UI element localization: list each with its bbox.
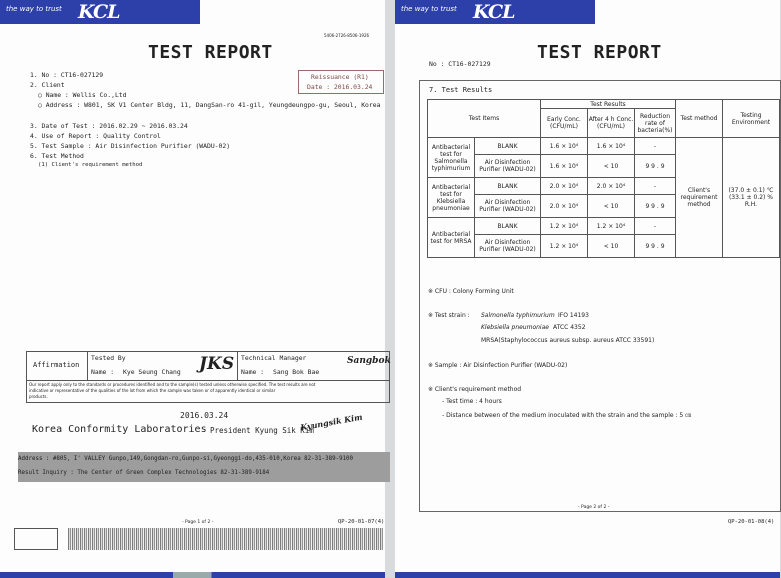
affirmation-box — [26, 351, 390, 403]
header-test-items: Test Items — [428, 100, 541, 138]
document-code: 5406-2726-8506-1926 — [324, 33, 370, 38]
reduction-cell: 9 9 . 9 — [635, 195, 676, 218]
test-sample: 5. Test Sample : Air Disinfection Purifier (WADU-02) — [30, 142, 231, 150]
strain-2-code: ATCC 4352 — [553, 324, 586, 331]
after-cell: 2.0 × 10⁴ — [588, 178, 635, 195]
bottom-strip — [395, 572, 780, 578]
disclaimer-line-1: Our report apply only to the standards or procedures identified and to the sample(s) tested unless otherwise specified. The test results are not — [29, 382, 316, 387]
technical-manager-label: Technical Manager — [241, 354, 307, 362]
reduction-cell: - — [635, 218, 676, 235]
after-cell: 1.6 × 10⁴ — [588, 138, 635, 155]
report-number: 1. No : CT16-027129 — [30, 71, 104, 79]
strain-2-name: Klebsiella pneumoniae — [481, 324, 549, 331]
group-label: Antibacterial test for Salmonella typhimurium — [428, 138, 475, 178]
reduction-cell: - — [635, 138, 676, 155]
reissuance-box — [298, 70, 384, 94]
form-code: QP-20-01-07(4) — [338, 519, 385, 525]
header-after-conc: After 4 h Conc. (CFU/mL) — [588, 109, 635, 138]
method-cell: Client's requirement method — [676, 138, 723, 258]
header-test-method: Test method — [676, 100, 723, 138]
distance-note: - Distance between of the medium inoculated with the strain and the sample : 5 ㎝ — [442, 412, 692, 419]
test-method-heading: 6. Test Method — [30, 152, 84, 160]
reissuance-label: Reissuance (R1) — [311, 73, 369, 81]
manager-name-label: Name : — [241, 368, 265, 376]
page-number: - Page 1 of 2 - — [182, 520, 214, 525]
method-note: ※ Client's requirement method — [428, 386, 522, 393]
tester-name: Kye Seung Chang — [123, 368, 181, 376]
item-cell: BLANK — [475, 138, 541, 155]
form-code: QP-20-01-08(4) — [728, 519, 775, 525]
header-testing-environment: Testing Environment — [723, 100, 780, 138]
kcl-banner — [0, 0, 200, 24]
page-number: - Page 2 of 2 - — [578, 505, 610, 510]
section-heading: 7. Test Results — [429, 86, 493, 94]
after-cell: < 10 — [588, 155, 635, 178]
early-cell: 1.2 × 10⁴ — [541, 218, 588, 235]
page-title: TEST REPORT — [537, 42, 662, 63]
disclaimer-line-3: products. — [29, 394, 48, 399]
after-cell: < 10 — [588, 195, 635, 218]
stamp-box — [14, 528, 58, 550]
kcl-logo: KCL — [473, 1, 515, 23]
affirmation-cell — [27, 352, 88, 380]
after-cell: < 10 — [588, 235, 635, 258]
item-cell: Air Disinfection Purifier (WADU-02) — [475, 155, 541, 178]
early-cell: 1.6 × 10⁴ — [541, 155, 588, 178]
group-label: Antibacterial test for MRSA — [428, 218, 475, 258]
results-table — [427, 99, 780, 258]
banner-tagline: the way to trust — [401, 5, 457, 13]
strain-3: MRSA(Staphylococcus aureus subsp. aureus ATCC 33591) — [481, 337, 655, 344]
early-cell: 2.0 × 10⁴ — [541, 195, 588, 218]
report-number: No : CT16-027129 — [429, 60, 491, 68]
item-cell: Air Disinfection Purifier (WADU-02) — [475, 195, 541, 218]
affirmation-label: Affirmation — [33, 361, 80, 369]
cfu-note: ※ CFU : Colony Forming Unit — [428, 288, 514, 295]
reduction-cell: 9 9 . 9 — [635, 235, 676, 258]
page-title: TEST REPORT — [148, 42, 273, 63]
disclaimer-line-2: indicative or representative of the qualities of the lot from which the sample was taken or of apparently identical or similar — [29, 388, 276, 393]
reduction-cell: - — [635, 178, 676, 195]
after-cell: 1.2 × 10⁴ — [588, 218, 635, 235]
sample-note: ※ Sample : Air Disinfection Purifier (WADU-02) — [428, 362, 568, 369]
reduction-cell: 9 9 . 9 — [635, 155, 676, 178]
divider — [237, 352, 238, 380]
environment-cell — [723, 138, 780, 258]
kcl-banner — [395, 0, 595, 24]
tester-signature: JKS — [199, 354, 235, 374]
header-reduction-rate: Reduction rate of bacteria(%) — [635, 109, 676, 138]
divider — [27, 380, 389, 381]
tested-by-label: Tested By — [91, 354, 126, 362]
president-signature: Kyungsik Kim — [299, 411, 364, 433]
tester-name-label: Name : — [91, 368, 115, 376]
environment-humidity: (33.1 ± 0.2) % R.H. — [728, 194, 774, 208]
lab-address: Address : #805, I' VALLEY Gunpo,149,Gongdan-ro,Gunpo-si,Gyeonggi-do,435-010,Korea 82-31-389-9100 — [18, 456, 354, 462]
bottom-strip — [0, 572, 385, 578]
early-cell: 1.2 × 10⁴ — [541, 235, 588, 258]
strain-label: ※ Test strain : — [428, 312, 470, 319]
client-address: ○ Address : W801, SK V1 Center Bldg, 11, DangSan-ro 41-gil, Yeungdeungpo-gu, Seoul, Korea — [38, 101, 381, 109]
client-name: ○ Name : Wellis Co.,Ltd — [38, 91, 127, 99]
environment-temperature: (37.0 ± 0.1) ℃ — [728, 187, 774, 194]
header-test-results: Test Results — [541, 100, 676, 109]
date-of-test: 3. Date of Test : 2016.02.29 ~ 2016.03.24 — [30, 122, 188, 130]
strain-1-name: Salmonella typhimurium — [481, 312, 555, 319]
group-label: Antibacterial test for Klebsiella pneumoniae — [428, 178, 475, 218]
strain-1-code: IFO 14193 — [558, 312, 589, 319]
manager-signature: Sangbok — [347, 356, 391, 366]
barcode — [68, 528, 383, 550]
item-cell: BLANK — [475, 218, 541, 235]
contact-box — [18, 452, 390, 482]
kcl-logo: KCL — [78, 1, 120, 23]
banner-tagline: the way to trust — [6, 5, 62, 13]
client-heading: 2. Client — [30, 81, 65, 89]
test-time: - Test time : 4 hours — [442, 398, 502, 405]
issue-date: 2016.03.24 — [180, 411, 229, 420]
header-early-conc: Early Conc. (CFU/mL) — [541, 109, 588, 138]
president-name: President Kyung Sik Kim — [210, 426, 314, 435]
use-of-report: 4. Use of Report : Quality Control — [30, 132, 161, 140]
item-cell: BLANK — [475, 178, 541, 195]
issue-date-box: Date : 2016.03.24 — [307, 83, 373, 91]
manager-name: Sang Bok Bae — [273, 368, 320, 376]
result-inquiry: Result Inquiry : The Center of Green Complex Technologies 82-31-389-9184 — [18, 470, 270, 476]
test-method-detail: (1) Client's requirement method — [38, 162, 143, 168]
lab-name: Korea Conformity Laboratories — [32, 424, 207, 435]
early-cell: 2.0 × 10⁴ — [541, 178, 588, 195]
item-cell: Air Disinfection Purifier (WADU-02) — [475, 235, 541, 258]
early-cell: 1.6 × 10⁴ — [541, 138, 588, 155]
